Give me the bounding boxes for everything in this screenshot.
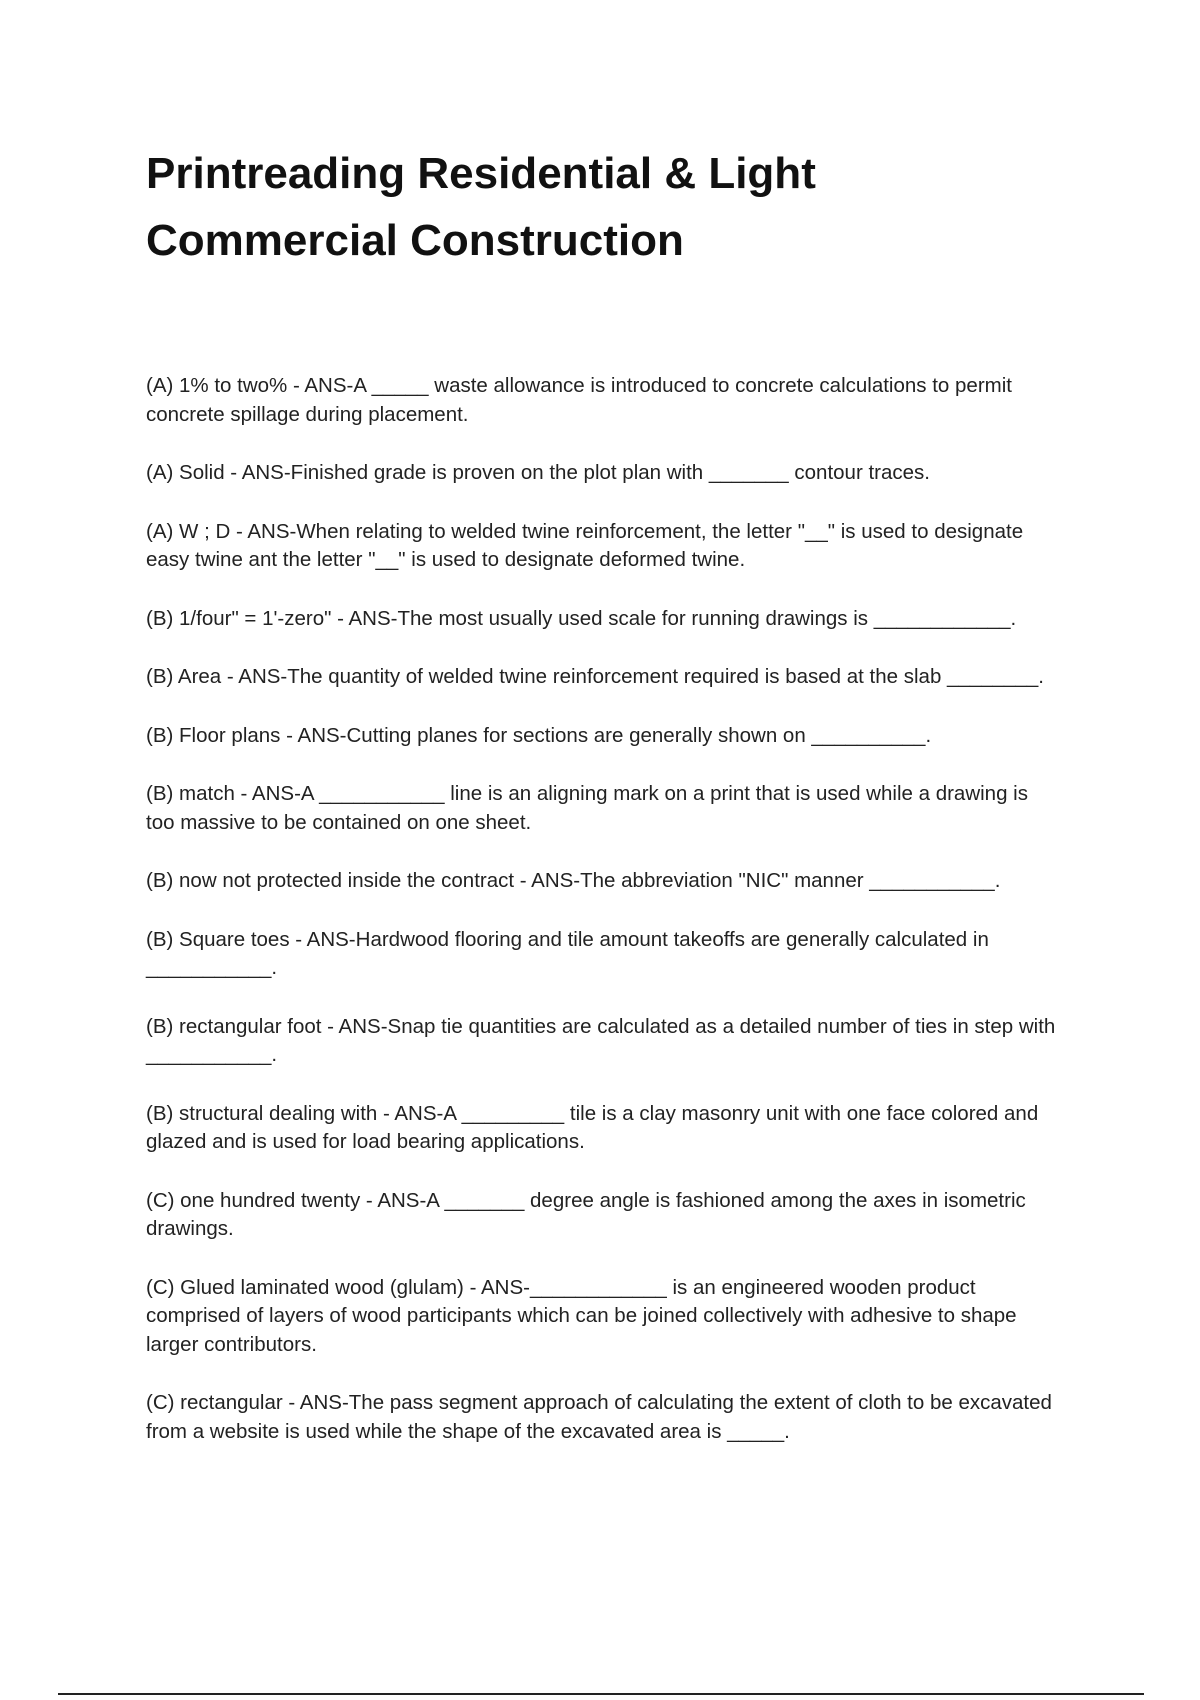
qa-list xyxy=(146,372,1061,1476)
qa-item: (B) match - ANS-A ___________ line is an aligning mark on a print that is used while a drawing is too massive to be contained on one sheet. xyxy=(146,782,1028,834)
qa-item: (A) 1% to two% - ANS-A _____ waste allowance is introduced to concrete calculations to permit concrete spillage during placement. xyxy=(146,374,1012,426)
footer-divider xyxy=(58,1693,1144,1695)
qa-item: (C) rectangular - ANS-The pass segment approach of calculating the extent of cloth to be excavated from a website is used while the shape of the excavated area is _____. xyxy=(146,1391,1052,1443)
qa-item: (A) Solid - ANS-Finished grade is proven on the plot plan with _______ contour traces. xyxy=(146,461,930,484)
title-line-2: Commercial Construction xyxy=(146,216,684,265)
qa-item: (B) Square toes - ANS-Hardwood flooring and tile amount takeoffs are generally calculated in ___________. xyxy=(146,927,989,979)
qa-item: (B) Floor plans - ANS-Cutting planes for sections are generally shown on __________. xyxy=(146,723,932,747)
qa-item: (B) rectangular foot - ANS-Snap tie quantities are calculated as a detailed number of ties in step with ___________. xyxy=(146,1014,1056,1066)
document-title xyxy=(146,140,1046,274)
qa-item: (C) one hundred twenty - ANS-A _______ degree angle is fashioned among the axes in isometric drawings. xyxy=(146,1188,1026,1240)
title-line-1: Printreading Residential & Light xyxy=(146,149,816,198)
qa-item: (B) structural dealing with - ANS-A _________ tile is a clay masonry unit with one face colored and glazed and is used for load bearing applications. xyxy=(146,1101,1039,1153)
qa-item: (A) W ; D - ANS-When relating to welded twine reinforcement, the letter "__" is used to designate easy twine ant the letter "__" is used to designate deformed twine. xyxy=(146,519,1024,571)
qa-item: (C) Glued laminated wood (glulam) - ANS-____________ is an engineered wooden product comprised of layers of wood participants which can be joined collectively with adhesive to shape larger contributors. xyxy=(146,1275,1017,1356)
qa-item: (B) 1/four" = 1'-zero" - ANS-The most usually used scale for running drawings is ____________. xyxy=(146,606,1017,630)
qa-item: (B) Area - ANS-The quantity of welded twine reinforcement required is based at the slab ________. xyxy=(146,665,1044,688)
qa-item: (B) now not protected inside the contract - ANS-The abbreviation "NIC" manner ___________. xyxy=(146,869,1001,892)
